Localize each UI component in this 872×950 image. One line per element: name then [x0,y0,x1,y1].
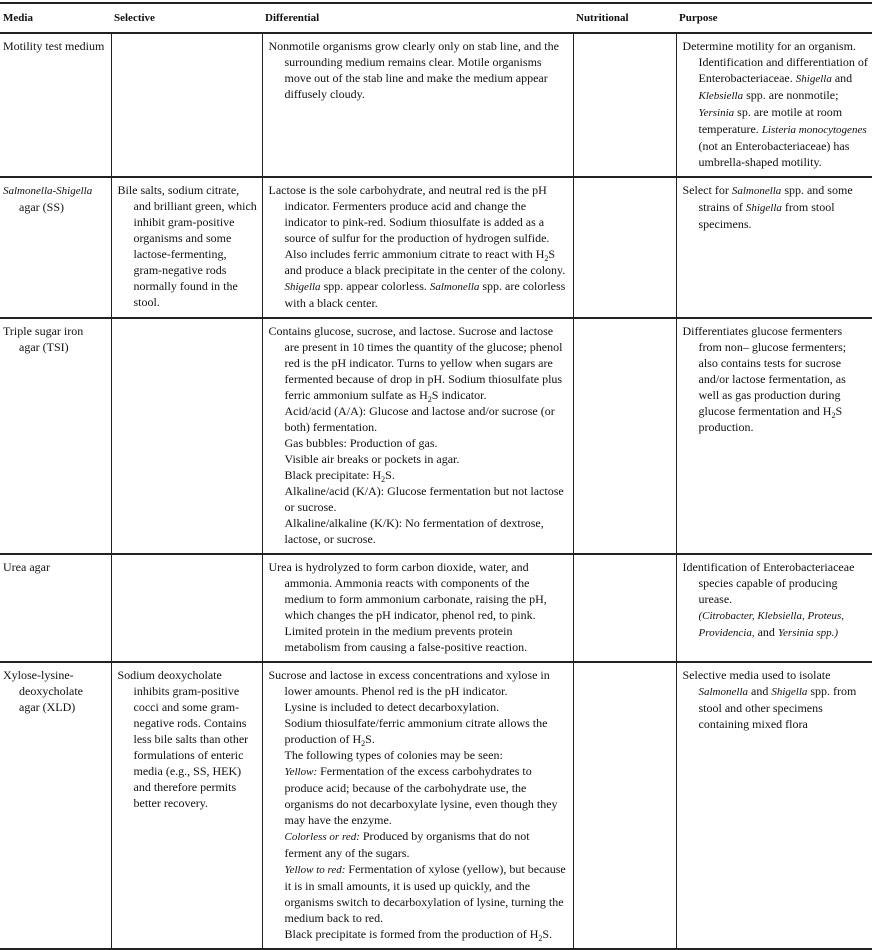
italic-text: Listeria monocytogenes [761,124,867,136]
text: spp. are colorless with a black center. [284,279,566,310]
cell-paragraph [269,699,569,715]
text: Fermentation of the excess carbohydrates to produce acid; because of the carbohydrate use, the organisms do not decarboxylate lysine, even though they may have the enzyme. [284,764,558,827]
text: Visible air breaks or pockets in agar. [284,452,460,466]
cell-paragraph [3,667,107,715]
cell-paragraph [683,323,869,435]
cell-nutritional [573,33,676,177]
cell-selective [111,662,262,949]
culture-media-table [0,2,872,950]
italic-text: Yellow to red: [284,864,346,876]
text: and [831,71,853,85]
subscript: 2 [381,475,386,484]
cell-paragraph [269,828,569,861]
text: S and produce a black precipitate in the center of the colony. [284,247,566,277]
subscript: 2 [538,934,543,943]
cell-media [0,33,111,177]
text: Select for [682,183,732,197]
text: spp. and some strains of [698,183,853,214]
cell-paragraph [269,667,569,699]
cell-paragraph [3,182,107,215]
cell-differential [262,33,573,177]
cell-paragraph [3,559,107,575]
text: S production. [698,404,843,434]
cell-paragraph [269,861,569,926]
text: Sucrose and lactose in excess concentrations and xylose in lower amounts. Phenol red is the pH indicator. [268,668,550,698]
cell-purpose [676,318,872,554]
italic-text: Yellow: [284,766,318,778]
subscript: 2 [831,411,836,420]
text: Differentiates glucose fermenters from non– glucose fermenters; also contains tests for sucrose and/or lactose fermentation, as well as gas production during glucose fermentation and H [682,324,847,418]
cell-paragraph [269,515,569,547]
text: sp. are motile at room temperature. [698,105,843,136]
cell-paragraph [269,763,569,828]
text: S. [365,732,375,746]
italic-text: spp.) [813,627,839,639]
table-row-urea-agar [0,554,872,662]
cell-purpose [676,33,872,177]
text: S. [385,468,395,482]
cell-nutritional [573,318,676,554]
text: Lysine is included to detect decarboxylation. [284,700,500,714]
italic-text: Colorless or red: [284,831,360,843]
cell-paragraph [683,559,869,607]
text: Alkaline/acid (K/A): Glucose fermentation but not lactose or sucrose. [284,484,564,514]
text: Sodium deoxycholate inhibits gram-positive cocci and some gram-negative rods. Contains less bile salts than other formulations of enteric media (e.g., SS, HEK) and therefore permits better recovery. [117,668,249,810]
text: Alkaline/alkaline (K/K): No fermentation of dextrose, lactose, or sucrose. [284,516,544,546]
text: Triple sugar iron agar (TSI) [3,324,84,354]
text: Bile salts, sodium citrate, and brilliant green, which inhibit gram-positive organisms and some lactose-fermenting, gram-negative rods normally found in the stool. [117,183,257,309]
cell-paragraph [269,467,569,483]
cell-paragraph [269,182,569,311]
text: and [754,625,778,639]
cell-media [0,662,111,949]
cell-media [0,554,111,662]
text: Xylose-lysine-deoxycholate agar (XLD) [3,668,83,714]
italic-text: (Citrobacter, Klebsiella, Proteus, Providencia, [698,610,845,639]
cell-differential [262,554,573,662]
cell-paragraph [683,607,869,641]
header-nutritional: Nutritional [573,3,676,33]
text: Contains glucose, sucrose, and lactose. Sucrose and lactose are present in 10 times the quantity of the glucose; phenol red is the pH indicator. Turns to yellow when sugars are fermented because of drop in pH. Sodium thiosulfate plus ferric ammonium sulfate as H [268,324,563,402]
cell-paragraph [3,38,107,54]
cell-paragraph [269,747,569,763]
text: Produced by organisms that do not ferment any of the sugars. [284,829,530,860]
cell-nutritional [573,662,676,949]
cell-paragraph [269,451,569,467]
text: S indicator. [431,388,487,402]
text: Gas bubbles: Production of gas. [284,436,438,450]
text: from stool specimens. [698,200,835,231]
italic-text: Shigella [745,202,782,214]
cell-paragraph [269,323,569,403]
text: Urea agar [3,560,50,574]
text: Identification of Enterobacteriaceae species capable of producing urease. [682,560,855,606]
table-row-triple-sugar-iron-agar [0,318,872,554]
text: Nonmotile organisms grow clearly only on stab line, and the surrounding medium remains clear. Motile organisms move out of the stab line and make the medium appear diffusely cloudy. [268,39,559,101]
text: spp. from stool and other specimens containing mixed flora [698,684,857,731]
cell-paragraph [683,667,869,732]
header-purpose: Purpose [676,3,872,33]
table-header [0,3,872,33]
table-row-motility-test-medium [0,33,872,177]
italic-text: Shigella [771,686,808,698]
cell-media [0,177,111,318]
text: Urea is hydrolyzed to form carbon dioxide, water, and ammonia. Ammonia reacts with components of the medium to form ammonium carbonate, raising the pH, which changes the pH indicator, phenol red, to pink. Limited protein in the medium prevents protein metabolism from causing a false-positive reaction. [268,560,547,654]
cell-paragraph [118,667,258,811]
italic-text: Yersinia [777,627,814,639]
cell-selective [111,177,262,318]
cell-paragraph [269,483,569,515]
text: Sodium thiosulfate/ferric ammonium citrate allows the production of H [284,716,548,746]
cell-purpose [676,662,872,949]
cell-selective [111,318,262,554]
header-selective: Selective [111,3,262,33]
cell-paragraph [3,323,107,355]
subscript: 2 [544,254,549,263]
text: Lactose is the sole carbohydrate, and neutral red is the pH indicator. Fermenters produce acid and change the indicator to pink-red. Sodium thiosulfate is added as a source of sulfur for the production of hydrogen sulfide. Also includes ferric ammonium citrate to react with H [268,183,550,261]
text: and [748,684,772,698]
header-media: Media [0,3,111,33]
cell-selective [111,554,262,662]
italic-text: Salmonella [698,686,748,698]
cell-differential [262,662,573,949]
text: Determine motility for an organism. Identification and differentiation of Enterobacteriaceae. [682,39,868,85]
cell-paragraph [269,715,569,747]
italic-text: Salmonella [731,185,782,197]
cell-nutritional [573,177,676,318]
text: Acid/acid (A/A): Glucose and lactose and/or sucrose (or both) fermentation. [284,404,555,434]
subscript: 2 [361,739,366,748]
text: The following types of colonies may be seen: [284,748,503,762]
table-row-xylose-lysine-deoxycholate-agar [0,662,872,949]
text: Selective media used to isolate [682,668,831,682]
cell-nutritional [573,554,676,662]
cell-paragraph [683,182,869,232]
header-differential: Differential [262,3,573,33]
cell-differential [262,177,573,318]
text: spp. appear colorless. [320,279,430,293]
text: Fermentation of xylose (yellow), but because it is in small amounts, it is used up quickly, and the organisms switch to decarboxylation of lysine, turning the medium back to red. [284,862,566,925]
text: agar (SS) [19,200,64,214]
text: (not an Enterobacteriaceae) has umbrella-shaped motility. [698,139,850,169]
text: Black precipitate is formed from the production of H [284,927,539,941]
italic-text: Salmonella-Shigella [3,185,93,197]
italic-text: Klebsiella [698,90,744,102]
cell-paragraph [269,435,569,451]
cell-media [0,318,111,554]
text: Motility test medium [3,39,105,53]
cell-purpose [676,177,872,318]
table-body [0,33,872,949]
text: Black precipitate: H [284,468,382,482]
cell-differential [262,318,573,554]
cell-paragraph [683,38,869,170]
subscript: 2 [427,395,432,404]
cell-paragraph [269,403,569,435]
cell-paragraph [118,182,258,310]
cell-purpose [676,554,872,662]
italic-text: Salmonella [429,281,480,293]
cell-paragraph [269,926,569,942]
cell-paragraph [269,559,569,655]
table-row-salmonella-shigella-agar [0,177,872,318]
cell-paragraph [269,38,569,102]
cell-selective [111,33,262,177]
italic-text: Yersinia [698,107,735,119]
text: spp. are nonmotile; [743,88,839,102]
italic-text: Shigella [795,73,832,85]
italic-text: Shigella [284,281,321,293]
text: S. [542,927,553,941]
